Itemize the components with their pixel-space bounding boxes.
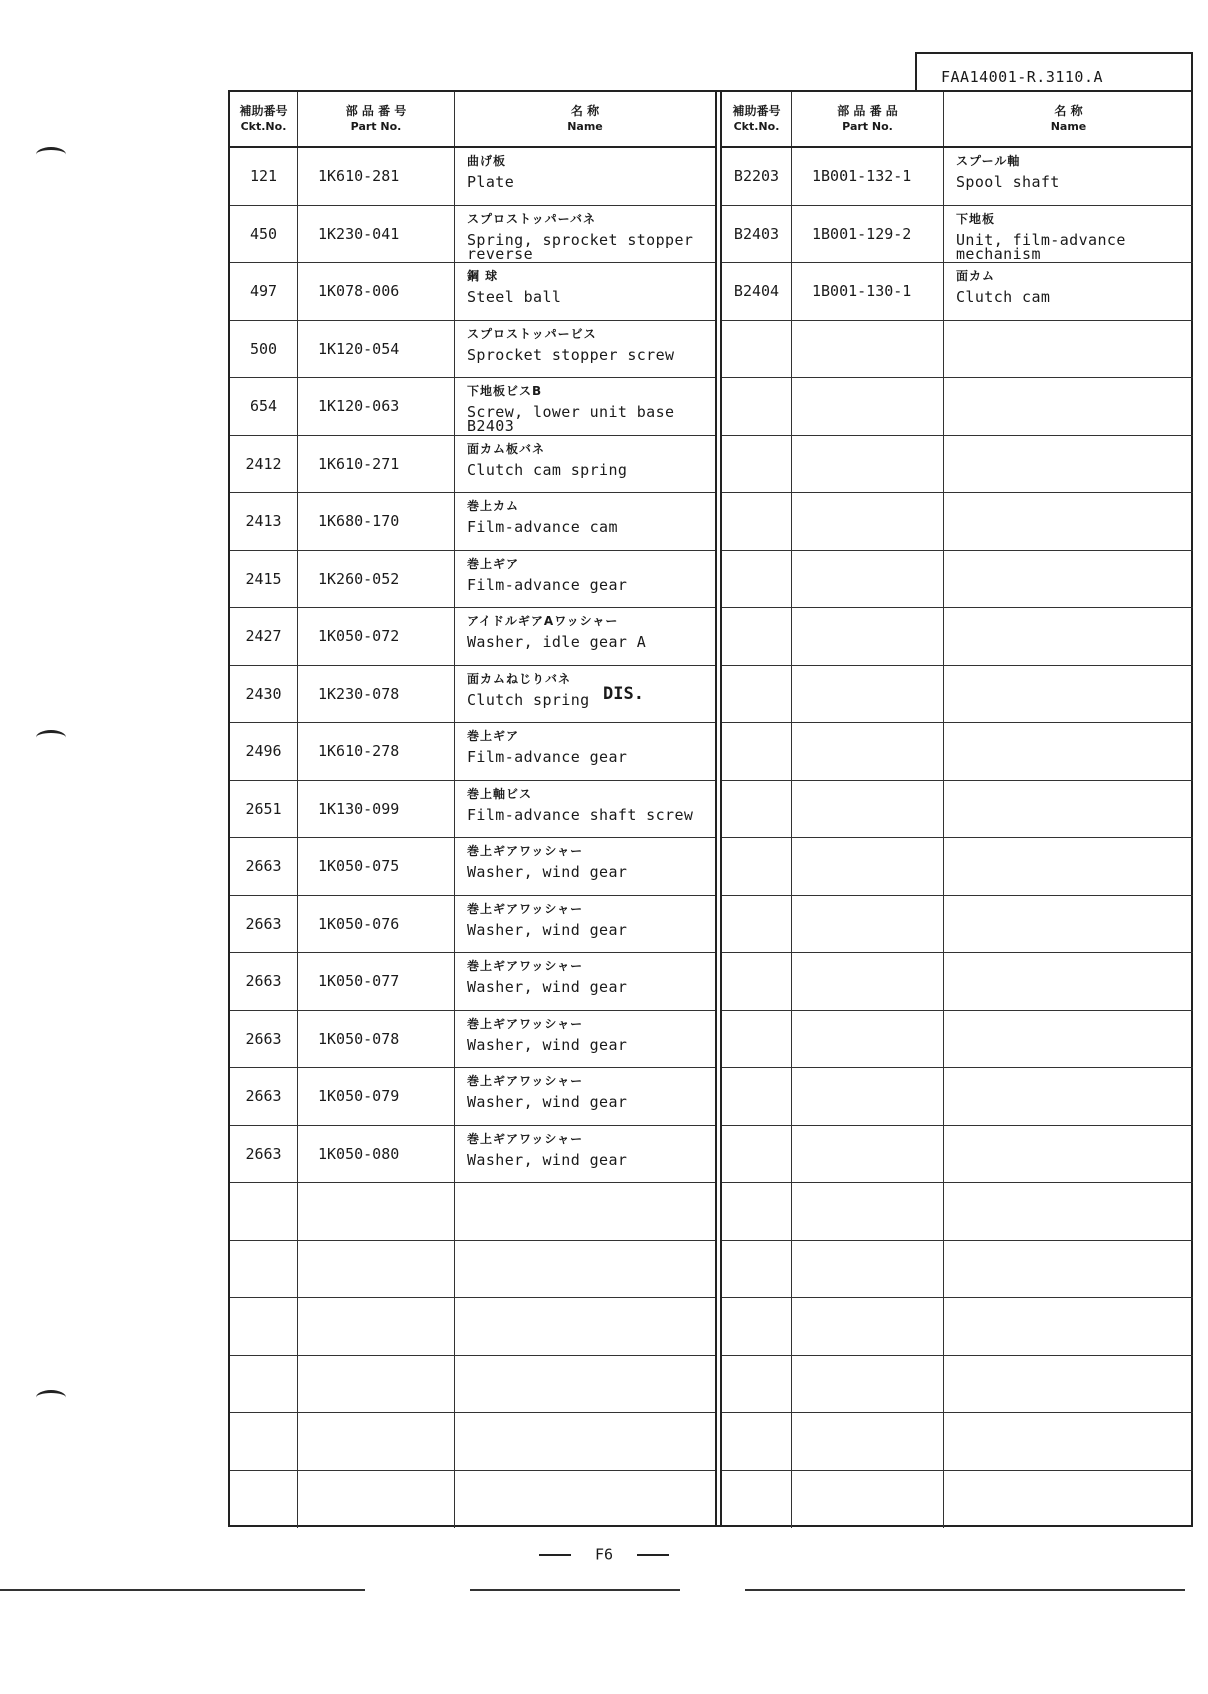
table-row xyxy=(230,436,715,494)
table-row xyxy=(722,1356,1193,1414)
part-name-cell xyxy=(944,551,1193,608)
part-name-japanese: アイドルギアAワッシャー xyxy=(467,614,619,628)
part-no-cell xyxy=(792,321,944,378)
part-no-cell xyxy=(792,896,944,953)
part-name-english: Steel ball xyxy=(467,288,562,306)
part-no-cell xyxy=(298,1471,455,1529)
part-no-cell: 1K230-078 xyxy=(298,666,455,723)
part-name-japanese: 巻上カム xyxy=(467,499,520,513)
punch-hole-mark xyxy=(36,730,66,745)
ckt-no-cell: 2415 xyxy=(230,551,298,608)
part-name-english: Film-advance gear xyxy=(467,748,628,766)
part-name-cell xyxy=(455,436,715,493)
ckt-no-cell: B2404 xyxy=(722,263,792,320)
table-row xyxy=(230,608,715,666)
table-row xyxy=(722,1413,1193,1471)
part-no-cell xyxy=(792,723,944,780)
part-name-cell xyxy=(455,1356,715,1413)
table-body-left xyxy=(230,148,715,1525)
part-name-cell xyxy=(455,321,715,378)
part-name-japanese: スプロストッパービス xyxy=(467,326,597,341)
ckt-no-cell xyxy=(722,493,792,550)
footer-dash xyxy=(637,1554,669,1556)
part-name-english: Screw, lower unit base B2403 xyxy=(467,403,675,435)
part-no-cell xyxy=(792,551,944,608)
table-row xyxy=(722,378,1193,436)
ckt-no-cell: 2427 xyxy=(230,608,298,665)
part-name-cell xyxy=(455,1298,715,1355)
part-no-cell xyxy=(298,1298,455,1355)
table-row xyxy=(230,1241,715,1299)
part-name-japanese: 下地板ビスB xyxy=(467,384,543,398)
part-name-japanese: 鋼 球 xyxy=(467,269,499,283)
part-name-cell xyxy=(455,781,715,838)
ckt-no-cell xyxy=(230,1183,298,1240)
part-no-cell xyxy=(792,378,944,435)
part-name-cell xyxy=(944,896,1193,953)
table-row xyxy=(722,1298,1193,1356)
ckt-no-cell xyxy=(722,436,792,493)
punch-hole-mark xyxy=(36,147,66,162)
part-name-cell xyxy=(944,1183,1193,1240)
part-name-english: Film-advance shaft screw xyxy=(467,805,694,824)
table-row xyxy=(230,148,715,206)
table-row xyxy=(722,1126,1193,1184)
table-header-right xyxy=(722,92,1193,148)
part-name-cell xyxy=(944,1356,1193,1413)
table-row xyxy=(722,206,1193,264)
parts-table xyxy=(228,90,1193,1527)
table-row xyxy=(722,781,1193,839)
part-name-cell xyxy=(944,1011,1193,1068)
parts-table-left xyxy=(230,92,717,1525)
table-row xyxy=(722,436,1193,494)
part-no-cell: 1K050-076 xyxy=(298,896,455,953)
table-row xyxy=(230,1183,715,1241)
table-row xyxy=(230,953,715,1011)
part-name-english: Film-advance cam xyxy=(467,518,618,536)
part-no-cell xyxy=(792,666,944,723)
ckt-no-cell: 2663 xyxy=(230,896,298,953)
part-name-english: Spring, sprocket stopper reverse xyxy=(467,230,694,263)
table-row xyxy=(722,1068,1193,1126)
ckt-no-cell xyxy=(722,838,792,895)
part-name-english: Washer, wind gear xyxy=(467,920,628,939)
part-no-cell xyxy=(792,838,944,895)
ckt-no-cell xyxy=(230,1356,298,1413)
part-name-cell xyxy=(944,723,1193,780)
table-row xyxy=(230,378,715,436)
ckt-no-cell xyxy=(722,1183,792,1240)
header-name: 名 称 Name xyxy=(1050,104,1087,133)
part-no-cell: 1K610-278 xyxy=(298,723,455,780)
part-name-japanese: 巻上ギアワッシャー xyxy=(467,844,584,858)
part-no-cell: 1K050-080 xyxy=(298,1126,455,1183)
part-no-cell xyxy=(298,1413,455,1470)
table-row xyxy=(722,551,1193,609)
ckt-no-cell xyxy=(230,1413,298,1470)
ckt-no-cell xyxy=(230,1298,298,1355)
part-name-cell xyxy=(455,953,715,1010)
ckt-no-cell xyxy=(722,666,792,723)
part-name-cell xyxy=(455,551,715,608)
part-no-cell: 1K050-077 xyxy=(298,953,455,1010)
ckt-no-cell xyxy=(722,1241,792,1298)
table-row xyxy=(722,838,1193,896)
table-row xyxy=(722,1241,1193,1299)
part-name-cell xyxy=(455,838,715,895)
part-no-cell xyxy=(298,1183,455,1240)
part-name-cell xyxy=(944,781,1193,838)
part-no-cell xyxy=(792,1356,944,1413)
parts-table-right xyxy=(720,92,1193,1525)
ckt-no-cell: 2430 xyxy=(230,666,298,723)
table-row xyxy=(722,896,1193,954)
table-row xyxy=(230,781,715,839)
part-name-english: Washer, wind gear xyxy=(467,1035,628,1054)
table-row xyxy=(230,263,715,321)
part-no-cell: 1B001-129-2 xyxy=(792,206,944,263)
ckt-no-cell xyxy=(722,608,792,665)
ckt-no-cell: 2412 xyxy=(230,436,298,493)
part-name-japanese: スプール軸 xyxy=(956,154,1021,168)
ckt-no-cell: 450 xyxy=(230,206,298,263)
part-name-english: Unit, film-advance mechanism xyxy=(956,230,1126,263)
ckt-no-cell: 2663 xyxy=(230,953,298,1010)
part-name-english: Washer, wind gear xyxy=(467,1093,628,1111)
ckt-no-cell xyxy=(722,1068,792,1125)
part-name-cell xyxy=(455,493,715,550)
part-name-cell xyxy=(455,148,715,205)
part-name-cell xyxy=(944,838,1193,895)
table-row xyxy=(722,1011,1193,1069)
part-name-japanese: 面カム板バネ xyxy=(467,441,546,456)
table-row xyxy=(722,953,1193,1011)
part-no-cell xyxy=(792,1298,944,1355)
table-row xyxy=(230,321,715,379)
ckt-no-cell xyxy=(722,723,792,780)
part-name-cell xyxy=(944,148,1193,205)
part-name-english: Clutch spring xyxy=(467,690,590,709)
ckt-no-cell: 121 xyxy=(230,148,298,205)
page-number: F6 xyxy=(594,1545,614,1564)
ckt-no-cell xyxy=(722,378,792,435)
part-name-cell xyxy=(455,896,715,953)
document-id: FAA14001-R.3110.A xyxy=(915,52,1193,90)
divider xyxy=(470,1589,680,1591)
part-name-cell xyxy=(944,1471,1193,1529)
table-row xyxy=(230,1126,715,1184)
part-no-cell xyxy=(792,1126,944,1183)
table-row xyxy=(230,666,715,724)
part-no-cell xyxy=(792,953,944,1010)
part-name-cell xyxy=(455,1183,715,1240)
ckt-no-cell xyxy=(230,1241,298,1298)
table-row xyxy=(230,723,715,781)
ckt-no-cell xyxy=(722,896,792,953)
part-name-cell xyxy=(455,1471,715,1529)
divider xyxy=(0,1589,365,1591)
part-name-cell xyxy=(455,1241,715,1298)
part-name-cell xyxy=(944,1298,1193,1355)
part-no-cell: 1K120-054 xyxy=(298,321,455,378)
part-name-cell xyxy=(944,608,1193,665)
part-no-cell xyxy=(792,608,944,665)
part-no-cell xyxy=(792,436,944,493)
part-no-cell xyxy=(792,1068,944,1125)
part-no-cell xyxy=(792,1011,944,1068)
header-part-no: 部 品 番 号 Part No. xyxy=(298,92,455,146)
part-name-cell xyxy=(944,1126,1193,1183)
part-name-cell xyxy=(944,1068,1193,1125)
part-name-cell xyxy=(455,608,715,665)
part-name-japanese: 巻上ギアワッシャー xyxy=(467,959,584,973)
table-header-left xyxy=(230,92,715,148)
header-ckt-no: 補助番号 Ckt.No. xyxy=(230,92,298,146)
page-footer xyxy=(0,1544,1208,1564)
part-name-english: Washer, wind gear xyxy=(467,978,628,996)
part-name-cell xyxy=(944,206,1193,263)
part-name-cell xyxy=(455,1126,715,1183)
ckt-no-cell xyxy=(230,1471,298,1529)
ckt-no-cell: 2663 xyxy=(230,1068,298,1125)
part-name-cell xyxy=(455,1011,715,1068)
ckt-no-cell xyxy=(722,1413,792,1470)
table-row xyxy=(722,723,1193,781)
table-row xyxy=(230,551,715,609)
ckt-no-cell: 2651 xyxy=(230,781,298,838)
discontinued-mark: DIS. xyxy=(603,683,644,704)
part-name-cell xyxy=(944,436,1193,493)
punch-hole-mark xyxy=(36,1390,66,1405)
ckt-no-cell: 2663 xyxy=(230,1011,298,1068)
part-name-english: Clutch cam xyxy=(956,288,1051,306)
part-name-japanese: 巻上ギアワッシャー xyxy=(467,1131,584,1146)
part-name-japanese: 曲げ板 xyxy=(467,154,507,168)
ckt-no-cell: B2403 xyxy=(722,206,792,263)
part-name-english: Plate xyxy=(467,173,515,191)
part-name-cell xyxy=(944,1241,1193,1298)
ckt-no-cell: 2413 xyxy=(230,493,298,550)
ckt-no-cell xyxy=(722,321,792,378)
table-row xyxy=(230,1298,715,1356)
table-row xyxy=(722,493,1193,551)
part-no-cell: 1K130-099 xyxy=(298,781,455,838)
part-no-cell xyxy=(792,1413,944,1470)
table-row xyxy=(722,148,1193,206)
part-name-cell xyxy=(455,378,715,435)
part-name-cell xyxy=(944,666,1193,723)
table-row xyxy=(230,1068,715,1126)
part-name-japanese: 巻上ギアワッシャー xyxy=(467,901,584,916)
part-name-english: Washer, wind gear xyxy=(467,1150,628,1169)
header-part-no: 部 品 番 品 Part No. xyxy=(792,92,944,146)
table-row xyxy=(230,206,715,264)
part-name-cell xyxy=(944,953,1193,1010)
table-body-right xyxy=(722,148,1193,1525)
part-name-english: Spool shaft xyxy=(956,173,1060,191)
ckt-no-cell xyxy=(722,1356,792,1413)
part-name-cell xyxy=(455,723,715,780)
table-row xyxy=(722,666,1193,724)
part-no-cell: 1K230-041 xyxy=(298,206,455,263)
part-name-japanese: スプロストッパーバネ xyxy=(467,211,597,226)
part-no-cell xyxy=(792,1183,944,1240)
part-name-cell xyxy=(944,493,1193,550)
part-no-cell xyxy=(298,1241,455,1298)
part-no-cell: 1K610-271 xyxy=(298,436,455,493)
part-name-english: Sprocket stopper screw xyxy=(467,345,675,364)
part-name-japanese: 巻上軸ビス xyxy=(467,786,533,801)
part-name-cell xyxy=(944,1413,1193,1470)
table-row xyxy=(722,1183,1193,1241)
ckt-no-cell xyxy=(722,1011,792,1068)
part-name-japanese: 下地板 xyxy=(956,211,996,226)
part-no-cell xyxy=(792,1241,944,1298)
part-no-cell: 1B001-130-1 xyxy=(792,263,944,320)
ckt-no-cell: 654 xyxy=(230,378,298,435)
part-name-cell xyxy=(944,321,1193,378)
part-no-cell xyxy=(792,781,944,838)
table-row xyxy=(230,1471,715,1529)
ckt-no-cell xyxy=(722,953,792,1010)
table-row xyxy=(722,263,1193,321)
part-name-japanese: 巻上ギアワッシャー xyxy=(467,1074,584,1088)
part-name-english: Film-advance gear xyxy=(467,575,628,594)
part-no-cell xyxy=(792,493,944,550)
table-row xyxy=(722,321,1193,379)
ckt-no-cell: 497 xyxy=(230,263,298,320)
part-name-english: Washer, idle gear A xyxy=(467,633,647,651)
part-name-cell xyxy=(944,263,1193,320)
part-name-english: Washer, wind gear xyxy=(467,863,628,881)
part-name-japanese: 面カム xyxy=(956,269,996,283)
ckt-no-cell: B2203 xyxy=(722,148,792,205)
ckt-no-cell: 500 xyxy=(230,321,298,378)
part-name-japanese: 巻上ギアワッシャー xyxy=(467,1016,584,1031)
ckt-no-cell xyxy=(722,781,792,838)
part-name-cell xyxy=(455,263,715,320)
table-row xyxy=(722,1471,1193,1529)
part-name-japanese: 面カムねじりバネ xyxy=(467,671,572,686)
ckt-no-cell: 2496 xyxy=(230,723,298,780)
header-ckt-no: 補助番号 Ckt.No. xyxy=(722,92,792,146)
part-no-cell: 1K260-052 xyxy=(298,551,455,608)
footer-dash xyxy=(539,1554,571,1556)
table-row xyxy=(230,1011,715,1069)
part-name-japanese: 巻上ギア xyxy=(467,556,520,571)
header-name: 名 称 Name xyxy=(567,104,603,133)
part-no-cell: 1K050-075 xyxy=(298,838,455,895)
ckt-no-cell xyxy=(722,551,792,608)
ckt-no-cell xyxy=(722,1471,792,1529)
table-row xyxy=(230,838,715,896)
part-name-cell xyxy=(455,1413,715,1470)
ckt-no-cell: 2663 xyxy=(230,838,298,895)
table-row xyxy=(230,896,715,954)
part-no-cell: 1K050-078 xyxy=(298,1011,455,1068)
table-row xyxy=(230,493,715,551)
part-no-cell: 1K078-006 xyxy=(298,263,455,320)
part-name-japanese: 巻上ギア xyxy=(467,729,520,743)
ckt-no-cell xyxy=(722,1126,792,1183)
part-no-cell xyxy=(298,1356,455,1413)
divider xyxy=(745,1589,1185,1591)
table-row xyxy=(230,1413,715,1471)
part-no-cell: 1K610-281 xyxy=(298,148,455,205)
part-name-cell xyxy=(455,206,715,263)
part-no-cell xyxy=(792,1471,944,1529)
table-row xyxy=(722,608,1193,666)
part-name-cell xyxy=(944,378,1193,435)
part-name-english: Clutch cam spring xyxy=(467,460,628,479)
part-no-cell: 1K050-079 xyxy=(298,1068,455,1125)
part-no-cell: 1B001-132-1 xyxy=(792,148,944,205)
table-row xyxy=(230,1356,715,1414)
part-no-cell: 1K680-170 xyxy=(298,493,455,550)
ckt-no-cell xyxy=(722,1298,792,1355)
part-no-cell: 1K050-072 xyxy=(298,608,455,665)
part-name-cell xyxy=(455,1068,715,1125)
part-name-cell xyxy=(455,666,715,723)
part-no-cell: 1K120-063 xyxy=(298,378,455,435)
ckt-no-cell: 2663 xyxy=(230,1126,298,1183)
